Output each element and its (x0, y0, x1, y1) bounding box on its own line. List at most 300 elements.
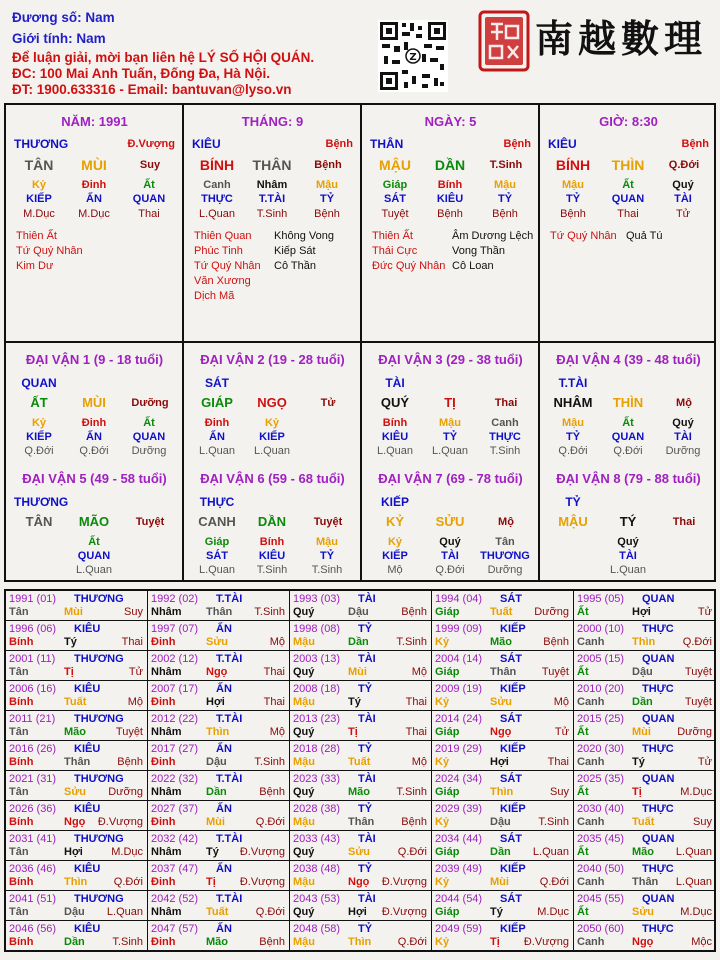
year-branch: Sửu (64, 786, 87, 798)
luck-period-7 (362, 462, 539, 581)
year-stem: Ất (577, 786, 589, 798)
year-status: M.Dục (111, 846, 143, 858)
year-god: T.TÀI (216, 653, 243, 665)
year-cell (290, 681, 432, 711)
hidden-status: Dưỡng (665, 445, 701, 457)
luck-title: ĐẠI VẬN 5 (49 - 58 tuổi) (22, 471, 167, 486)
year-god: KIẾP (500, 923, 526, 935)
year-cell (432, 681, 574, 711)
earthly-branch: SỬU (435, 514, 465, 529)
star-left: Dịch Mã (194, 290, 235, 302)
svg-text:Z: Z (409, 52, 417, 63)
year-cell (6, 861, 148, 891)
star-left: Đức Quý Nhân (372, 260, 446, 272)
year-status: L.Quan (106, 906, 143, 918)
year-status: Tuyệt (684, 666, 712, 678)
year-god: THỰC (642, 803, 674, 815)
year-stem: Kỷ (435, 756, 450, 768)
year-stem: Mậu (293, 636, 315, 648)
year-stem: Đinh (151, 876, 176, 888)
year-branch: Dậu (206, 756, 227, 768)
year-status: Đ.Vượng (381, 876, 427, 888)
star-left: Thiên Quan (194, 230, 252, 242)
year-god: ẤN (216, 863, 232, 875)
heavenly-stem: GIÁP (201, 395, 233, 410)
year-status: Đ.Vượng (97, 816, 143, 828)
year-branch: Mão (490, 636, 512, 648)
year-branch: Hợi (632, 606, 651, 618)
header (0, 0, 720, 102)
star-left: Tứ Quý Nhân (550, 230, 617, 242)
star-right: Cô Loan (452, 260, 494, 272)
year-stem: Nhâm (151, 906, 182, 918)
year-god: KIÊU (74, 623, 101, 635)
year-cell (6, 711, 148, 741)
year-god: TỶ (358, 683, 373, 695)
luck-title: ĐẠI VẬN 4 (39 - 48 tuổi) (556, 352, 701, 367)
hidden-stem: Canh (203, 179, 231, 191)
year-status: T.Sinh (396, 786, 427, 798)
year-stem: Canh (577, 756, 605, 768)
year-branch: Tý (632, 756, 645, 768)
pillar-title: NGÀY: 5 (424, 114, 477, 129)
year-branch: Tuất (64, 696, 87, 708)
heavenly-stem: TÂN (25, 514, 53, 529)
luck-period-8 (540, 462, 717, 581)
year-stem: Giáp (435, 726, 460, 738)
year-status: Q.Đới (255, 906, 285, 918)
luck-god-top: TỶ (565, 495, 581, 509)
hidden-stem: Mậu (316, 179, 338, 191)
hidden-stem: Canh (491, 417, 519, 429)
heavenly-stem: BÍNH (555, 157, 591, 173)
year-god: TỶ (358, 623, 373, 635)
contact-note: Để luận giải, mời bạn liên hệ LÝ SỐ HỘI QUÁN. (12, 50, 315, 65)
year-label: 2000 (10) (577, 623, 625, 635)
year-label: 1998 (08) (293, 623, 341, 635)
year-stem: Tân (9, 606, 29, 618)
year-cell (574, 771, 716, 801)
year-branch: Thìn (490, 786, 514, 798)
hidden-god: TỶ (497, 193, 513, 205)
hidden-status: Q.Đới (558, 445, 588, 457)
stem-status: Q.Đới (668, 159, 700, 171)
year-stem: Giáp (435, 606, 460, 618)
year-stem: Nhâm (151, 846, 182, 858)
year-label: 2030 (40) (577, 803, 625, 815)
hidden-stem: Đinh (81, 179, 107, 191)
earthly-branch: THÌN (611, 157, 645, 173)
year-status: Tử (697, 756, 712, 768)
year-cell (148, 861, 290, 891)
hidden-god: TỶ (319, 193, 335, 205)
hidden-god: QUAN (132, 431, 166, 443)
year-god: KIẾP (500, 623, 526, 635)
year-status: Thai (547, 756, 569, 768)
year-label: 2023 (33) (293, 773, 341, 785)
year-cell (290, 891, 432, 921)
hidden-god: TỶ (565, 431, 581, 443)
year-cell (148, 891, 290, 921)
year-branch: Dậu (348, 606, 369, 618)
heavenly-stem: TÂN (24, 157, 54, 173)
hidden-status: L.Quan (75, 564, 113, 576)
hidden-status: Q.Đới (613, 445, 643, 457)
hidden-status: L.Quan (609, 564, 647, 576)
year-branch: Mùi (64, 606, 83, 618)
hidden-status: L.Quan (431, 445, 469, 457)
year-stem: Quý (293, 726, 315, 738)
year-status: Thai (405, 726, 427, 738)
luck-god-top: SÁT (205, 376, 229, 390)
year-god: QUAN (642, 593, 675, 605)
year-cell (148, 681, 290, 711)
hidden-status: L.Quan (198, 208, 236, 220)
year-label: 2035 (45) (577, 833, 625, 845)
year-branch: Ngọ (64, 816, 86, 828)
year-status: Suy (124, 606, 143, 618)
hidden-god: THƯƠNG (480, 550, 530, 562)
year-stem: Đinh (151, 636, 176, 648)
year-god: THƯƠNG (74, 593, 124, 605)
year-label: 2006 (16) (9, 683, 57, 695)
hidden-stem: Quý (439, 536, 461, 548)
luck-period-4 (540, 343, 717, 462)
hidden-god: KIẾP (26, 431, 52, 443)
hidden-stem: Quý (672, 417, 694, 429)
hidden-stem: Giáp (204, 536, 230, 548)
year-branch: Dần (206, 786, 227, 798)
year-cell (574, 861, 716, 891)
star-left: Tứ Quý Nhân (194, 260, 261, 272)
year-stem: Bính (9, 936, 34, 948)
year-status: Mộ (269, 726, 285, 738)
pillar-4 (540, 105, 717, 341)
hidden-stem: Nhâm (256, 179, 288, 191)
year-stem: Đinh (151, 696, 176, 708)
hidden-god: TÀI (441, 550, 459, 562)
year-branch: Tị (206, 876, 216, 888)
year-cell (148, 801, 290, 831)
year-label: 2011 (21) (9, 713, 56, 725)
year-status: Q.Đới (682, 636, 712, 648)
hidden-god: KIÊU (436, 193, 464, 205)
hidden-stem: Đinh (81, 417, 107, 429)
year-god: ẤN (216, 743, 232, 755)
hidden-status: Q.Đới (24, 445, 54, 457)
year-label: 2050 (60) (577, 923, 625, 935)
year-cell (432, 801, 574, 831)
earthly-branch: MÃO (78, 514, 110, 529)
year-god: SÁT (500, 833, 522, 845)
year-status: T.Sinh (254, 756, 285, 768)
hidden-god: ẤN (86, 431, 102, 443)
year-cell (6, 621, 148, 651)
year-god: QUAN (642, 773, 675, 785)
earthly-branch: THÌN (612, 395, 644, 410)
year-label: 2012 (22) (151, 713, 199, 725)
year-branch: Thân (64, 756, 91, 768)
seal-stamp (478, 10, 530, 72)
year-branch: Hợi (206, 696, 225, 708)
year-branch: Tý (64, 636, 77, 648)
year-label: 2022 (32) (151, 773, 199, 785)
hidden-stem: Mậu (494, 179, 516, 191)
year-branch: Tuất (632, 816, 655, 828)
year-label: 2041 (51) (9, 893, 57, 905)
pillar-3 (362, 105, 539, 341)
hidden-stem: Tân (495, 536, 515, 548)
year-branch: Mùi (206, 816, 225, 828)
year-god: SÁT (500, 653, 522, 665)
year-branch: Thân (490, 666, 517, 678)
year-branch: Dần (490, 846, 511, 858)
year-god: THƯƠNG (74, 773, 124, 785)
year-branch: Mão (64, 726, 86, 738)
hidden-status: Tuyệt (381, 208, 409, 220)
year-stem: Tân (9, 786, 29, 798)
year-stem: Ất (577, 846, 589, 858)
year-branch: Tý (206, 846, 219, 858)
hidden-status: Tử (675, 208, 691, 220)
year-cell (432, 861, 574, 891)
year-label: 2007 (17) (151, 683, 199, 695)
year-stem: Nhâm (151, 666, 182, 678)
year-stem: Bính (9, 816, 34, 828)
stem-status: Tuyệt (135, 516, 165, 528)
year-branch: Hợi (490, 756, 509, 768)
heavenly-stem: NHÂM (553, 395, 593, 410)
year-god: QUAN (642, 833, 675, 845)
year-cell (574, 741, 716, 771)
year-branch: Dậu (490, 816, 511, 828)
luck-god-top: QUAN (21, 376, 57, 390)
hidden-god: TÀI (619, 550, 637, 562)
star-left: Kim Dư (16, 260, 54, 272)
year-status: Q.Đới (255, 816, 285, 828)
year-label: 2043 (53) (293, 893, 341, 905)
year-god: KIÊU (74, 743, 101, 755)
earthly-branch: TỊ (444, 395, 456, 410)
hidden-status: Thai (617, 208, 639, 220)
year-stem: Bính (9, 696, 34, 708)
year-god: ẤN (216, 923, 232, 935)
hidden-stem: Mậu (562, 179, 584, 191)
year-label: 1993 (03) (293, 593, 341, 605)
hidden-status: T.Sinh (311, 564, 343, 576)
year-god: TÀI (358, 653, 376, 665)
year-branch: Sửu (632, 906, 655, 918)
hidden-status: Mộ (387, 564, 403, 576)
year-god: KIẾP (500, 863, 526, 875)
year-cell (432, 621, 574, 651)
year-stem: Đinh (151, 756, 176, 768)
hidden-status: Thai (138, 208, 160, 220)
year-label: 2016 (26) (9, 743, 57, 755)
luck-god-top: THƯƠNG (14, 495, 69, 509)
year-cell (148, 591, 290, 621)
year-label: 2018 (28) (293, 743, 341, 755)
year-status: Q.Đới (113, 876, 143, 888)
year-god: KIẾP (500, 683, 526, 695)
hidden-status: M.Dục (78, 208, 110, 220)
year-cell (574, 801, 716, 831)
year-branch: Sửu (490, 696, 513, 708)
year-stem: Tân (9, 726, 29, 738)
year-cell (6, 771, 148, 801)
year-label: 1996 (06) (9, 623, 57, 635)
year-label: 2008 (18) (293, 683, 341, 695)
hidden-stem: Mậu (562, 417, 584, 429)
heavenly-stem: BÍNH (199, 157, 235, 173)
year-stem: Canh (577, 876, 605, 888)
earthly-branch: TÝ (619, 514, 637, 529)
hidden-stem: Ất (143, 179, 155, 191)
year-branch: Thìn (632, 636, 656, 648)
year-cell (6, 921, 148, 951)
stem-status: T.Sinh (489, 159, 523, 171)
hidden-stem: Bính (382, 417, 408, 429)
hidden-stem: Mậu (439, 417, 461, 429)
year-label: 2047 (57) (151, 923, 199, 935)
year-label: 2026 (36) (9, 803, 57, 815)
year-cell (148, 921, 290, 951)
year-god: TỶ (358, 863, 373, 875)
year-branch: Tuất (490, 606, 513, 618)
heavenly-stem: CANH (198, 514, 236, 529)
year-branch: Thìn (64, 876, 88, 888)
hidden-god: KIẾP (259, 431, 285, 443)
year-god: THỰC (642, 923, 674, 935)
year-stem: Bính (9, 876, 34, 888)
hidden-god: THỰC (201, 193, 233, 205)
year-status: Tuyệt (115, 726, 143, 738)
pillar-2 (184, 105, 361, 341)
year-status: Thai (263, 666, 285, 678)
heavenly-stem: MẬU (379, 157, 411, 173)
year-label: 2004 (14) (435, 653, 483, 665)
year-cell (574, 711, 716, 741)
hidden-status: T.Sinh (489, 445, 521, 457)
year-cell (574, 591, 716, 621)
hidden-status: L.Quan (253, 445, 291, 457)
pillar-top-status: Bệnh (681, 138, 709, 150)
hidden-status: T.Sinh (256, 564, 288, 576)
year-god: ẤN (216, 803, 232, 815)
year-branch: Mùi (348, 666, 367, 678)
year-god: T.TÀI (216, 593, 243, 605)
year-status: T.Sinh (538, 816, 569, 828)
hidden-god: TÀI (674, 193, 692, 205)
hidden-status: Bệnh (560, 208, 586, 220)
year-status: Dưỡng (108, 786, 143, 798)
year-cell (574, 921, 716, 951)
year-branch: Tị (490, 936, 500, 948)
hidden-stem: Kỷ (31, 417, 47, 429)
year-status: Mộ (553, 696, 569, 708)
year-stem: Quý (293, 606, 315, 618)
year-stem: Tân (9, 666, 29, 678)
year-stem: Ất (577, 666, 589, 678)
year-branch: Sửu (206, 636, 229, 648)
hidden-stem: Bính (437, 179, 463, 191)
luck-period-1 (6, 343, 183, 462)
pillar-top-status: Đ.Vượng (127, 138, 175, 150)
year-cell (148, 651, 290, 681)
year-god: TỶ (358, 803, 373, 815)
year-status: Bệnh (401, 816, 427, 828)
year-cell (574, 621, 716, 651)
year-stem: Ất (577, 726, 589, 738)
hidden-status: Bệnh (492, 208, 518, 220)
luck-god-top: THỰC (199, 495, 235, 509)
year-god: THƯƠNG (74, 713, 124, 725)
year-status: Bệnh (259, 936, 285, 948)
year-god: SÁT (500, 593, 522, 605)
year-branch: Mão (206, 936, 228, 948)
hidden-stem: Mậu (316, 536, 338, 548)
pillar-top-status: Bệnh (503, 138, 531, 150)
pillar-title: NĂM: 1991 (61, 114, 128, 129)
hidden-god: QUAN (77, 550, 111, 562)
hidden-status: L.Quan (198, 445, 236, 457)
year-label: 2021 (31) (9, 773, 57, 785)
year-cell (148, 741, 290, 771)
year-label: 2034 (44) (435, 833, 483, 845)
year-status: Bệnh (117, 756, 143, 768)
year-stem: Canh (577, 696, 605, 708)
year-label: 2019 (29) (435, 743, 483, 755)
year-label: 2025 (35) (577, 773, 625, 785)
hidden-stem: Bính (259, 536, 285, 548)
year-stem: Mậu (293, 876, 315, 888)
year-status: Bệnh (401, 606, 427, 618)
year-cell (574, 681, 716, 711)
hidden-god: TỶ (442, 431, 458, 443)
year-branch: Dần (64, 936, 85, 948)
address: ĐC: 100 Mai Anh Tuấn, Đống Đa, Hà Nội. (12, 66, 271, 81)
year-label: 2045 (55) (577, 893, 625, 905)
year-cell (6, 651, 148, 681)
year-status: Tử (697, 606, 712, 618)
luck-god-top: TÀI (385, 376, 405, 390)
owner-name: Đương số: Nam (12, 10, 115, 25)
stem-status: Suy (139, 159, 161, 171)
hidden-god: QUAN (611, 193, 645, 205)
hidden-status: Dưỡng (131, 445, 167, 457)
pillar-chart (4, 103, 716, 582)
stem-status: Thai (672, 516, 696, 528)
year-cell (290, 651, 432, 681)
hidden-god: ẤN (209, 431, 225, 443)
hidden-god: TÀI (674, 431, 692, 443)
year-god: THƯƠNG (74, 833, 124, 845)
year-label: 1999 (09) (435, 623, 483, 635)
year-god: T.TÀI (216, 893, 243, 905)
hidden-stem: Ất (622, 179, 634, 191)
year-label: 2010 (20) (577, 683, 625, 695)
year-cell (6, 831, 148, 861)
year-status: T.Sinh (112, 936, 143, 948)
qr-code-icon[interactable] (378, 20, 448, 92)
year-god: KIÊU (74, 803, 101, 815)
star-left: Phúc Tinh (194, 245, 243, 257)
year-stem: Quý (293, 846, 315, 858)
year-label: 2032 (42) (151, 833, 199, 845)
pillar-1 (6, 105, 183, 341)
year-cell (148, 621, 290, 651)
year-label: 2049 (59) (435, 923, 483, 935)
